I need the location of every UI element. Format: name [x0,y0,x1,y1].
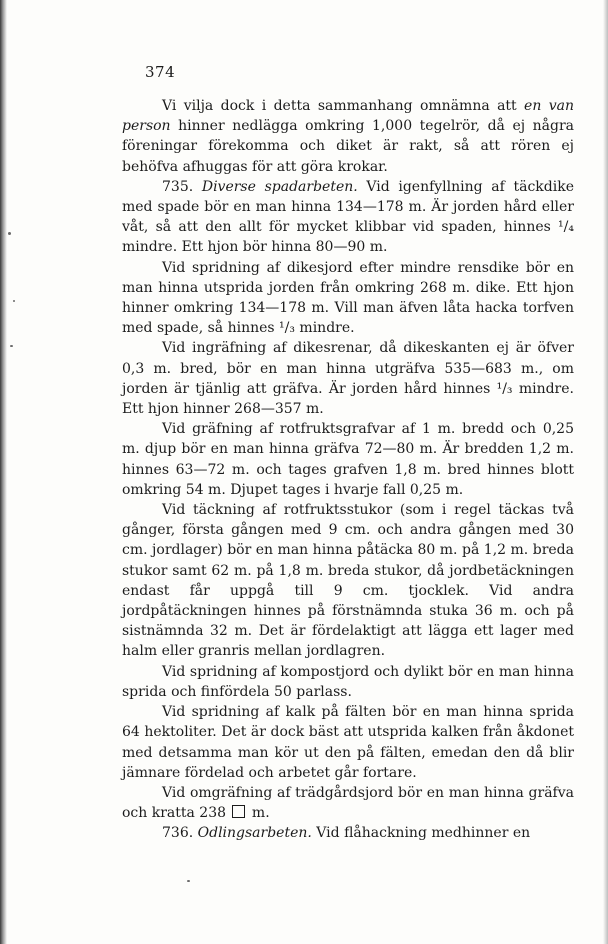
text-run: Vid flåhackning medhinner en [311,825,531,842]
text-run: Vid gräfning af rotfruktsgrafvar af 1 m. bredd och 0,25 m. djup bör en man hinna gräfva 72—80 m. Är bredden 1,2 m. hinnes 63—72 m. och tages grafven 1,8 m. bred hinnes blott omkring 54 m. Djupet tages i hvarje fall 0,25 m. [122,421,574,498]
scan-speck [10,345,13,347]
paragraph-p2 [122,177,574,258]
paragraph-p8 [122,702,574,783]
italic-heading: Odlingsarbeten. [197,825,312,842]
text-run: Vid spridning af dikesjord efter mindre rensdike bör en man hinna utsprida jorden från omkring 268 m. dike. Ett hjon hinner omkring 134—178 m. Vill man äfven låta hacka torfven med spade, så hinnes ¹/₃ mindre. [122,259,574,337]
paragraph-p6 [122,500,574,662]
text-run: 736. [162,825,198,842]
text-run: Vid igenfyllning af täckdike med spade bör en man hinna 134—178 m. Är jorden hård eller våt, så att den allt för mycket klibbar vid spaden, hinnes ¹/₄ mindre. Ett hjon bör hinna 80—90 m. [122,178,574,256]
text-run: 735. [162,178,202,195]
body-text [122,96,574,844]
text-run: Vi vilja dock i detta sammanhang omnämna att [162,98,525,114]
square-meter-icon [232,805,245,818]
text-run: Vid spridning af kompostjord och dylikt bör en man hinna sprida och finfördela 50 parlass. [122,663,574,700]
paragraph-p10 [122,823,574,843]
page-edge-left [0,0,7,944]
page-edge-right [603,0,608,944]
text-run: Vid täckning af rotfruktsstukor (som i regel täckas två gånger, första gången med 9 cm. och andra gången med 30 cm. jordlager) bör en man hinna påtäcka 80 m. på 1,2 m. breda stukor samt 62 m. på 1,8 m. breda stukor, då jordbetäckningen endast får uppgå till 9 cm. tjocklek. Vid andra jordpåtäckningen hinnes på förstnämnda stuka 36 m. och på sistnämnda 32 m. Det är fördelaktigt att lägga ett lager med halm eller granris mellan jordlagren. [122,502,574,660]
paragraph-p4 [122,338,574,419]
paragraph-p1 [122,96,574,177]
text-run: Vid ingräfning af dikesrenar, då dikeskanten ej är öfver 0,3 m. bred, bör en man hinna utgräfva 535—683 m., om jorden är tjänlig att gräfva. Är jorden hård hinnes ¹/₃ mindre. Ett hjon hinner 268—357 m. [122,340,574,418]
text-run: hinner nedlägga omkring 1,000 tegelrör, då ej några föreningar förekomma och diket är rakt, så att rören ej behöfva afhuggas för att göra krokar. [122,118,574,175]
scan-speck [13,300,15,302]
scan-speck [187,880,190,882]
paragraph-p3 [122,258,574,339]
text-run: Vid omgräfning af trädgårdsjord bör en man hinna gräfva och kratta 238 [122,784,574,822]
paragraph-p7 [122,662,574,702]
paragraph-p9 [122,783,574,823]
paragraph-p5 [122,419,574,500]
text-run: m. [247,805,270,822]
text-run: Vid spridning af kalk på fälten bör en man hinna sprida 64 hektoliter. Det är dock bäst att utsprida kalken från åkdonet med detsamma man kör ut den på fälten, emedan den då blir jämnare fördelad och arbetet går fortare. [122,704,574,781]
italic-heading: Diverse spadarbeten. [201,178,358,195]
italic-heading: en van person [122,98,574,135]
scan-speck [8,232,11,235]
page-number: 374 [145,63,176,81]
